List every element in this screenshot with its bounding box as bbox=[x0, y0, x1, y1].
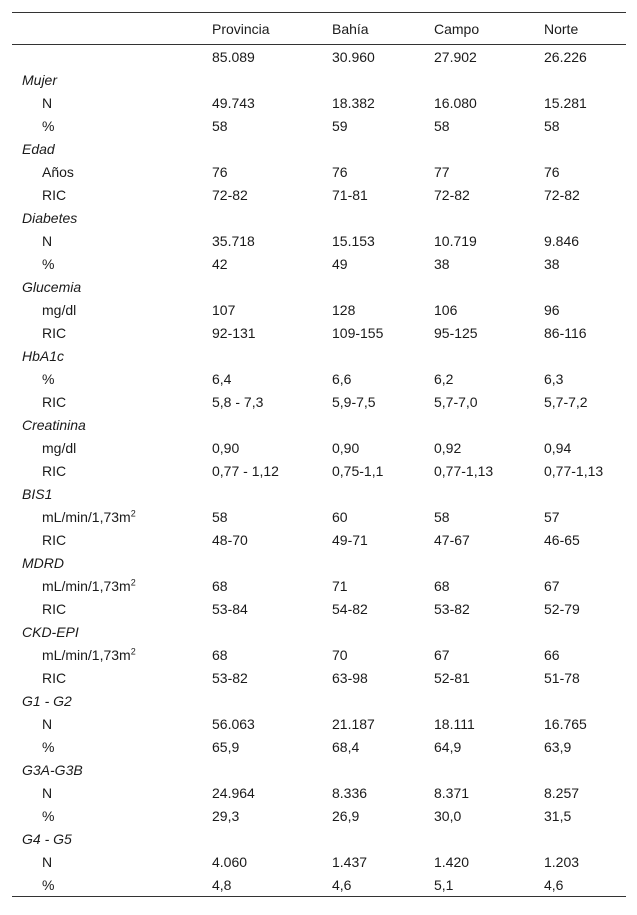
table-row bbox=[12, 528, 626, 551]
table-cell: 49 bbox=[332, 255, 348, 272]
table-cell: 47-67 bbox=[434, 531, 470, 548]
row-label bbox=[12, 160, 212, 183]
table-cell: 8.257 bbox=[544, 784, 580, 801]
row-label-text: RIC bbox=[42, 324, 67, 341]
row-label bbox=[12, 367, 212, 390]
table-row bbox=[12, 229, 626, 252]
table-cell: 0,77-1,13 bbox=[544, 462, 604, 479]
row-label bbox=[12, 781, 212, 804]
group-row bbox=[12, 275, 626, 298]
table-cell: 76 bbox=[332, 163, 348, 180]
row-label-text: % bbox=[42, 738, 55, 755]
row-label-text: % bbox=[42, 255, 55, 272]
table-cell: 15.281 bbox=[544, 94, 587, 111]
group-row bbox=[12, 827, 626, 850]
row-label-text: % bbox=[42, 876, 55, 893]
table-cell: 31,5 bbox=[544, 807, 572, 824]
row-label-text: RIC bbox=[42, 600, 67, 617]
table-cell: 64,9 bbox=[434, 738, 462, 755]
table-cell: 5,7-7,2 bbox=[544, 393, 588, 410]
group-row bbox=[12, 482, 626, 505]
row-label-superscript: 2 bbox=[130, 576, 136, 587]
table-row bbox=[12, 459, 626, 482]
table-cell: 38 bbox=[544, 255, 560, 272]
group-row bbox=[12, 137, 626, 160]
row-label-text: RIC bbox=[42, 531, 67, 548]
table-cell: 58 bbox=[212, 117, 228, 134]
table-cell: 68 bbox=[434, 577, 450, 594]
table-cell: 29,3 bbox=[212, 807, 240, 824]
row-label-text: mL/min/1,73m bbox=[42, 646, 131, 663]
table-cell: 42 bbox=[212, 255, 228, 272]
table-cell: 6,6 bbox=[332, 370, 352, 387]
table-cell: 68 bbox=[212, 646, 228, 663]
table-cell: 109-155 bbox=[332, 324, 384, 341]
table-cell: 26.226 bbox=[544, 48, 587, 65]
table-body bbox=[12, 45, 626, 897]
row-label bbox=[12, 91, 212, 114]
group-row bbox=[12, 689, 626, 712]
table-cell: 15.153 bbox=[332, 232, 375, 249]
table-cell: 1.203 bbox=[544, 853, 580, 870]
table-cell: 72-82 bbox=[434, 186, 470, 203]
table-cell: 16.080 bbox=[434, 94, 477, 111]
table-cell: 107 bbox=[212, 301, 236, 318]
table-row bbox=[12, 436, 626, 459]
row-label-text: N bbox=[42, 232, 53, 249]
table-cell: 54-82 bbox=[332, 600, 368, 617]
table-cell: 106 bbox=[434, 301, 458, 318]
row-label-text: N bbox=[42, 715, 53, 732]
table-cell: 67 bbox=[434, 646, 450, 663]
table-cell: 58 bbox=[434, 508, 450, 525]
row-label-text: N bbox=[42, 853, 53, 870]
row-label-text: mL/min/1,73m bbox=[42, 508, 131, 525]
table-cell: 96 bbox=[544, 301, 560, 318]
table-cell: 46-65 bbox=[544, 531, 580, 548]
table-cell: 16.765 bbox=[544, 715, 587, 732]
table-cell: 4.060 bbox=[212, 853, 248, 870]
table-row bbox=[12, 298, 626, 321]
table-cell: 4,6 bbox=[332, 876, 352, 893]
row-label bbox=[12, 574, 212, 597]
table-row bbox=[12, 850, 626, 873]
row-label bbox=[12, 436, 212, 459]
table-cell: 58 bbox=[434, 117, 450, 134]
row-label-text: mg/dl bbox=[42, 301, 77, 318]
table-cell: 9.846 bbox=[544, 232, 580, 249]
row-label-text: % bbox=[42, 807, 55, 824]
table-cell: 52-81 bbox=[434, 669, 470, 686]
table-cell: 51-78 bbox=[544, 669, 580, 686]
group-label: BIS1 bbox=[22, 485, 53, 502]
table-cell: 5,1 bbox=[434, 876, 454, 893]
row-label-text: % bbox=[42, 370, 55, 387]
row-label bbox=[12, 528, 212, 551]
table-cell: 4,8 bbox=[212, 876, 232, 893]
row-label-text: RIC bbox=[42, 669, 67, 686]
table-cell: 1.437 bbox=[332, 853, 368, 870]
group-label: G1 - G2 bbox=[22, 692, 72, 709]
row-label bbox=[12, 850, 212, 873]
table-cell: 0,77 - 1,12 bbox=[212, 462, 279, 479]
table-cell: 95-125 bbox=[434, 324, 478, 341]
table-cell: 76 bbox=[212, 163, 228, 180]
table-cell: 30,0 bbox=[434, 807, 462, 824]
row-label bbox=[12, 666, 212, 689]
table-cell: 128 bbox=[332, 301, 356, 318]
table-cell: 66 bbox=[544, 646, 560, 663]
table-cell: 8.371 bbox=[434, 784, 470, 801]
table-row bbox=[12, 91, 626, 114]
row-label-text: N bbox=[42, 784, 53, 801]
table-cell: 0,77-1,13 bbox=[434, 462, 494, 479]
row-label bbox=[12, 252, 212, 275]
table-cell: 5,8 - 7,3 bbox=[212, 393, 264, 410]
group-label: Creatinina bbox=[22, 416, 86, 433]
row-label bbox=[12, 873, 212, 897]
group-label: MDRD bbox=[22, 554, 64, 571]
header-cell-provincia: Provincia bbox=[212, 20, 270, 37]
group-row bbox=[12, 551, 626, 574]
table-cell: 60 bbox=[332, 508, 348, 525]
row-label bbox=[12, 505, 212, 528]
table-cell: 35.718 bbox=[212, 232, 255, 249]
table-row bbox=[12, 114, 626, 137]
row-label bbox=[12, 45, 212, 69]
group-label: Edad bbox=[22, 140, 55, 157]
table-cell: 58 bbox=[212, 508, 228, 525]
table-cell: 59 bbox=[332, 117, 348, 134]
table-cell: 10.719 bbox=[434, 232, 477, 249]
table-cell: 53-82 bbox=[434, 600, 470, 617]
table-cell: 85.089 bbox=[212, 48, 255, 65]
table-cell: 86-116 bbox=[544, 324, 587, 341]
row-label-superscript: 2 bbox=[130, 507, 136, 518]
group-label: Diabetes bbox=[22, 209, 78, 226]
table-cell: 48-70 bbox=[212, 531, 248, 548]
table-cell: 38 bbox=[434, 255, 450, 272]
table-cell: 0,90 bbox=[212, 439, 240, 456]
table-cell: 4,6 bbox=[544, 876, 564, 893]
group-label: HbA1c bbox=[22, 347, 65, 364]
group-row bbox=[12, 344, 626, 367]
row-label bbox=[12, 459, 212, 482]
row-label-text: % bbox=[42, 117, 55, 134]
table-row bbox=[12, 160, 626, 183]
table-cell: 68,4 bbox=[332, 738, 360, 755]
row-label-text: mg/dl bbox=[42, 439, 77, 456]
table-cell: 27.902 bbox=[434, 48, 477, 65]
table-row bbox=[12, 390, 626, 413]
row-label bbox=[12, 597, 212, 620]
data-table bbox=[12, 12, 626, 897]
table-cell: 56.063 bbox=[212, 715, 255, 732]
row-label bbox=[12, 114, 212, 137]
table-cell: 70 bbox=[332, 646, 348, 663]
table-row bbox=[12, 183, 626, 206]
table-cell: 58 bbox=[544, 117, 560, 134]
table-cell: 92-131 bbox=[212, 324, 256, 341]
table-cell: 8.336 bbox=[332, 784, 368, 801]
group-row bbox=[12, 206, 626, 229]
group-label: Mujer bbox=[22, 71, 58, 88]
group-label: Glucemia bbox=[22, 278, 82, 295]
table-row bbox=[12, 252, 626, 275]
table-row bbox=[12, 712, 626, 735]
table-cell: 72-82 bbox=[212, 186, 248, 203]
table-row bbox=[12, 873, 626, 897]
group-row bbox=[12, 68, 626, 91]
table-cell: 30.960 bbox=[332, 48, 375, 65]
table-row bbox=[12, 574, 626, 597]
table-row bbox=[12, 321, 626, 344]
table-cell: 57 bbox=[544, 508, 560, 525]
table-cell: 6,2 bbox=[434, 370, 454, 387]
header-cell-label bbox=[12, 13, 212, 45]
table-row bbox=[12, 735, 626, 758]
table-cell: 65,9 bbox=[212, 738, 240, 755]
table-row bbox=[12, 367, 626, 390]
table-cell: 5,9-7,5 bbox=[332, 393, 376, 410]
table-cell: 71 bbox=[332, 577, 348, 594]
table-cell: 18.382 bbox=[332, 94, 375, 111]
row-label bbox=[12, 804, 212, 827]
table-row bbox=[12, 781, 626, 804]
table-cell: 67 bbox=[544, 577, 560, 594]
row-label-text: RIC bbox=[42, 462, 67, 479]
group-label: CKD-EPI bbox=[22, 623, 79, 640]
table-cell: 5,7-7,0 bbox=[434, 393, 478, 410]
table-cell: 77 bbox=[434, 163, 450, 180]
table-row bbox=[12, 643, 626, 666]
group-row bbox=[12, 413, 626, 436]
table-cell: 0,94 bbox=[544, 439, 572, 456]
header-cell-norte: Norte bbox=[544, 20, 579, 37]
table-row bbox=[12, 597, 626, 620]
row-label-text: RIC bbox=[42, 186, 67, 203]
table-cell: 76 bbox=[544, 163, 560, 180]
table-cell: 63,9 bbox=[544, 738, 572, 755]
row-label-text: RIC bbox=[42, 393, 67, 410]
row-label bbox=[12, 183, 212, 206]
table-cell: 24.964 bbox=[212, 784, 255, 801]
table-cell: 0,75-1,1 bbox=[332, 462, 384, 479]
table-cell: 0,92 bbox=[434, 439, 462, 456]
table-cell: 53-84 bbox=[212, 600, 248, 617]
table-cell: 21.187 bbox=[332, 715, 375, 732]
table-cell: 53-82 bbox=[212, 669, 248, 686]
table-cell: 0,90 bbox=[332, 439, 360, 456]
row-label-text: Años bbox=[42, 163, 74, 180]
table-cell: 1.420 bbox=[434, 853, 470, 870]
table-cell: 6,4 bbox=[212, 370, 232, 387]
group-row bbox=[12, 758, 626, 781]
row-label bbox=[12, 298, 212, 321]
group-label: G4 - G5 bbox=[22, 830, 72, 847]
row-label-text: N bbox=[42, 94, 53, 111]
table-row bbox=[12, 666, 626, 689]
row-label-text: mL/min/1,73m bbox=[42, 577, 131, 594]
table-cell: 71-81 bbox=[332, 186, 368, 203]
group-label: G3A-G3B bbox=[22, 761, 83, 778]
table-cell: 26,9 bbox=[332, 807, 360, 824]
table-cell: 52-79 bbox=[544, 600, 580, 617]
row-label bbox=[12, 321, 212, 344]
table-cell: 68 bbox=[212, 577, 228, 594]
row-label bbox=[12, 735, 212, 758]
row-label bbox=[12, 229, 212, 252]
header-cell-bahia: Bahía bbox=[332, 20, 369, 37]
table-cell: 18.111 bbox=[434, 715, 475, 732]
header-row bbox=[12, 13, 626, 45]
table-cell: 63-98 bbox=[332, 669, 368, 686]
row-label bbox=[12, 390, 212, 413]
table-row bbox=[12, 45, 626, 69]
row-label-superscript: 2 bbox=[130, 645, 136, 656]
table-cell: 72-82 bbox=[544, 186, 580, 203]
table-row bbox=[12, 505, 626, 528]
group-row bbox=[12, 620, 626, 643]
data-table-container bbox=[12, 12, 626, 897]
header-cell-campo: Campo bbox=[434, 20, 480, 37]
table-cell: 49-71 bbox=[332, 531, 368, 548]
table-row bbox=[12, 804, 626, 827]
row-label bbox=[12, 643, 212, 666]
table-cell: 6,3 bbox=[544, 370, 564, 387]
row-label bbox=[12, 712, 212, 735]
table-cell: 49.743 bbox=[212, 94, 255, 111]
